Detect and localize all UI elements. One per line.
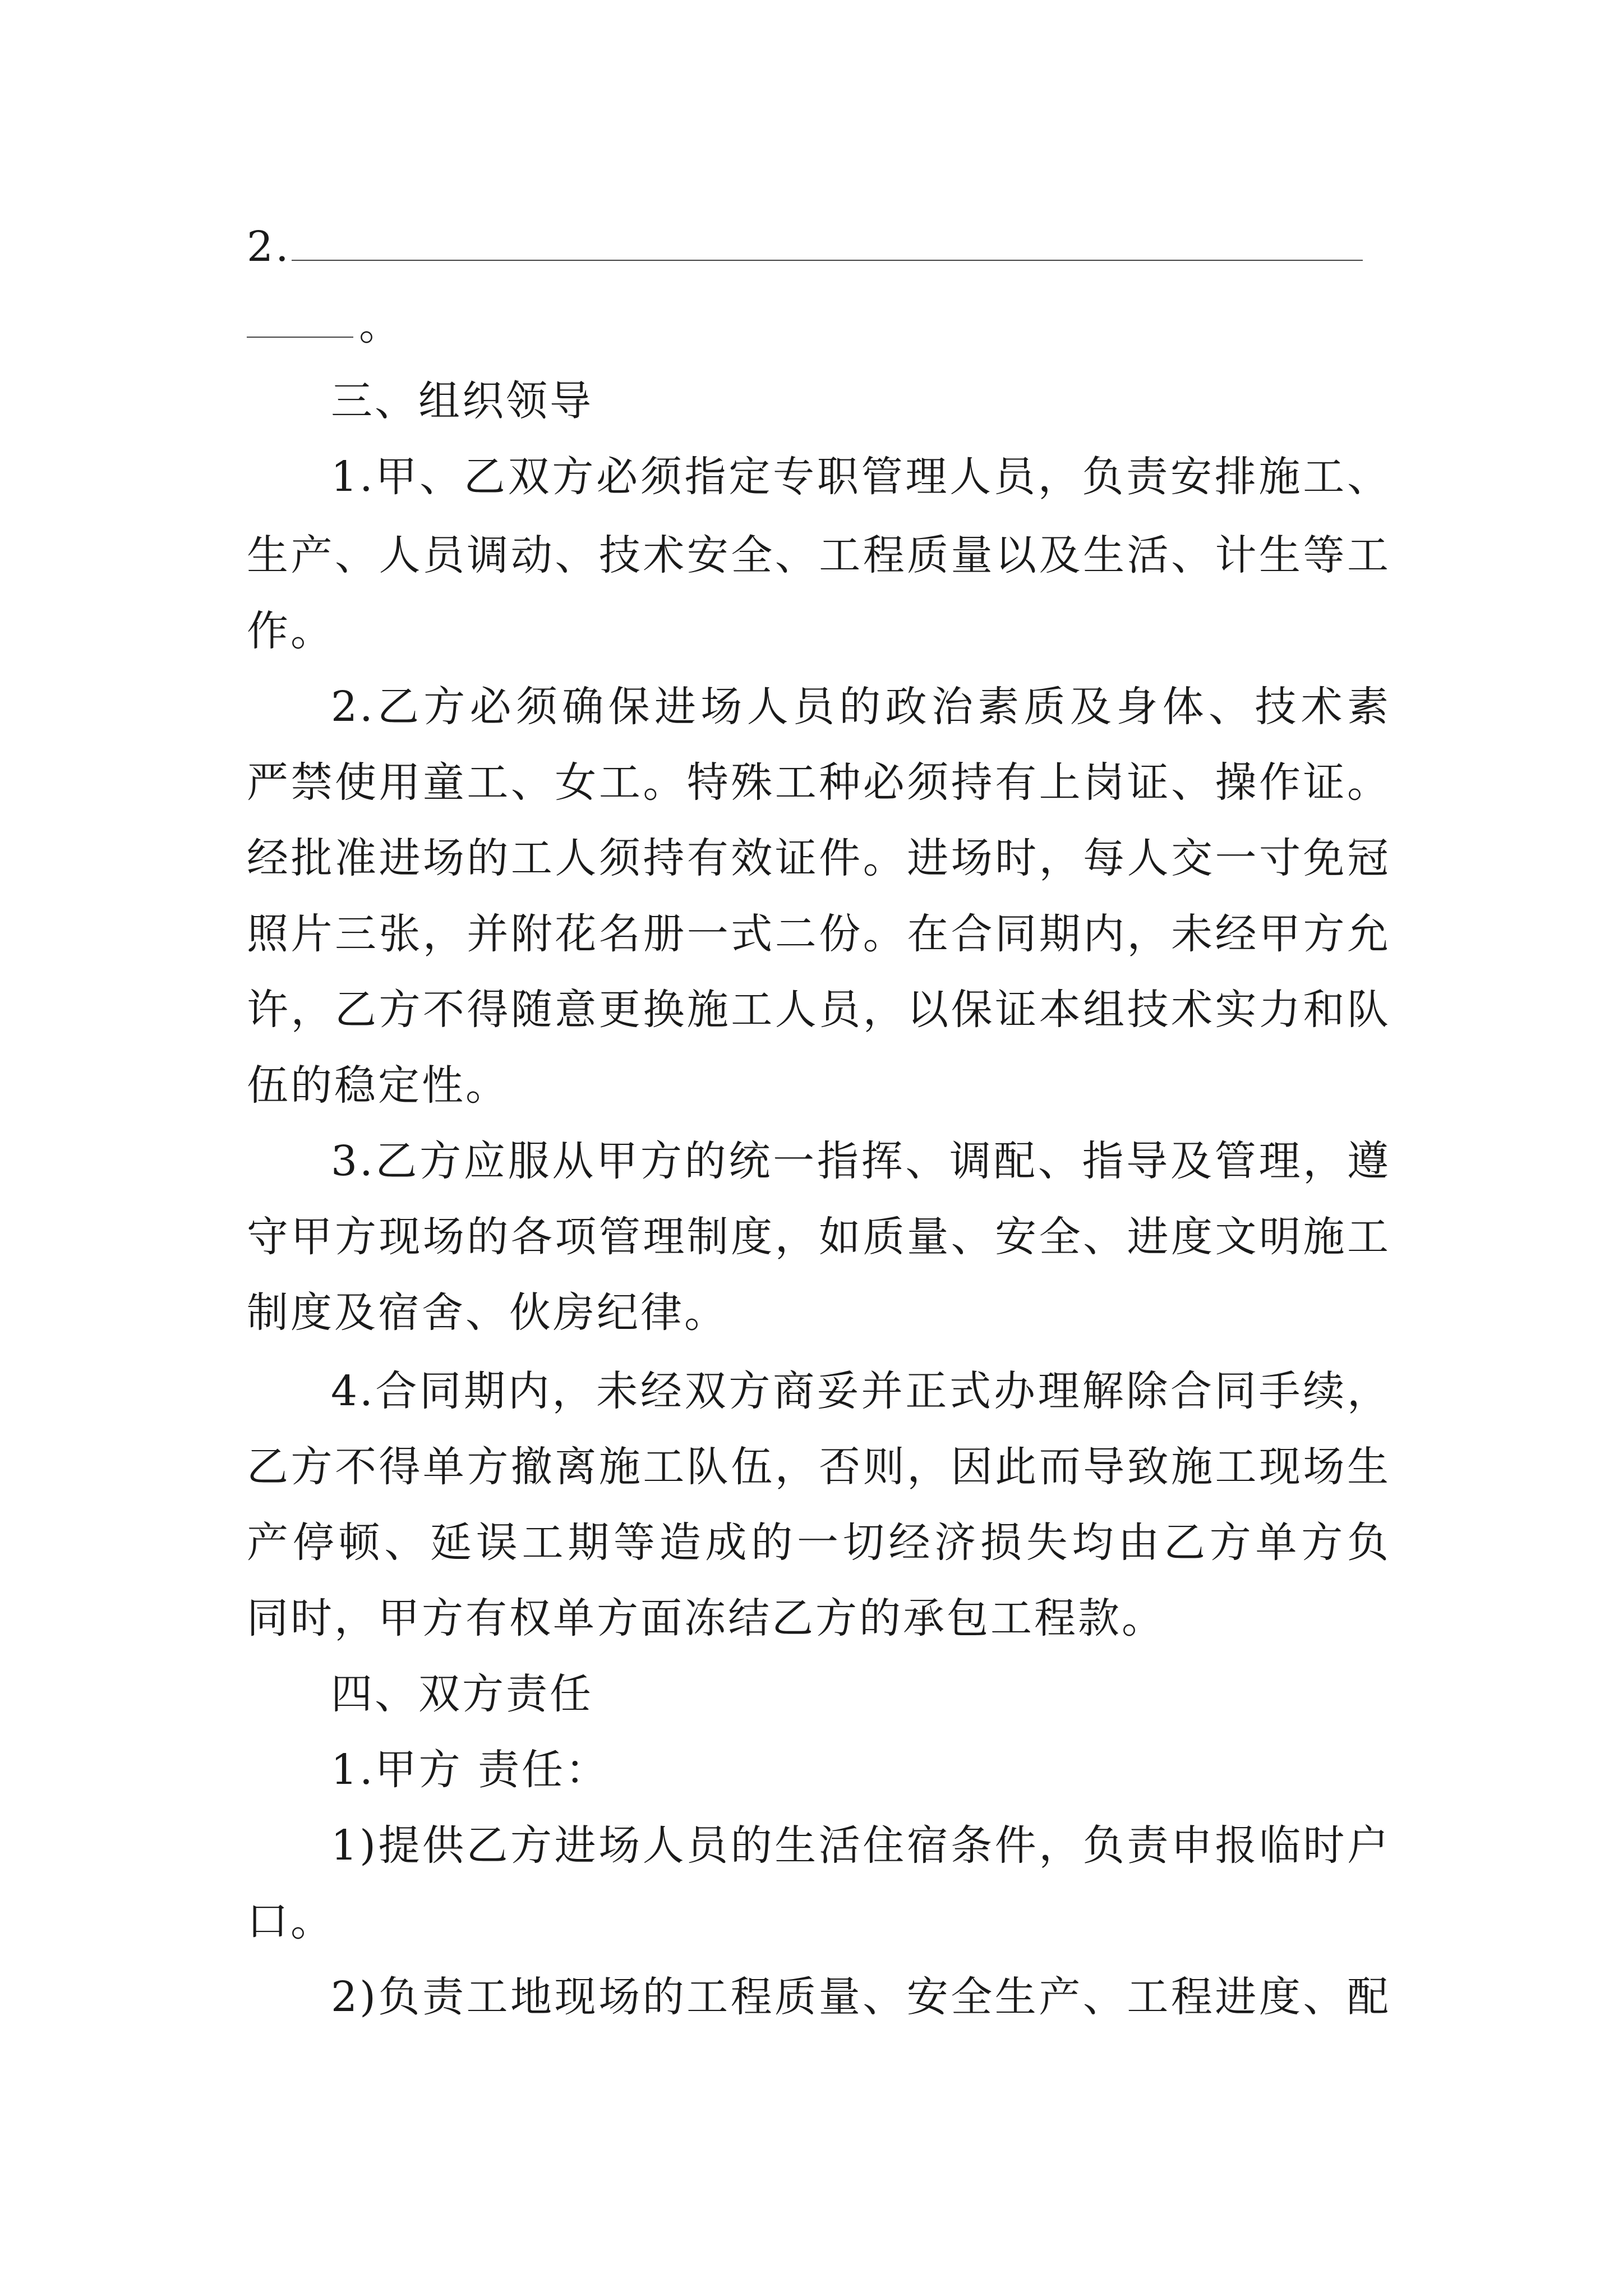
paragraph-line: 生产、人员调动、技术安全、工程质量以及生活、计生等工: [247, 531, 1391, 579]
paragraph-line: 产停顿、延误工期等造成的一切经济损失均由乙方单方负: [247, 1519, 1391, 1567]
paragraph-line: 照片三张，并附花名册一式二份。在合同期内，未经甲方允: [247, 910, 1391, 958]
section-3-heading: 三、组织领导: [331, 377, 593, 425]
fill-in-blank-line: [292, 260, 1363, 261]
paragraph-line: 3.乙方应服从甲方的统一指挥、调配、指导及管理，遵: [331, 1137, 1391, 1185]
paragraph-line: 同时，甲方有权单方面冻结乙方的承包工程款。: [247, 1594, 1165, 1642]
paragraph-line: 4.合同期内，未经双方商妥并正式办理解除合同手续，: [331, 1367, 1391, 1415]
paragraph-line: 2)负责工地现场的工程质量、安全生产、工程进度、配: [331, 1973, 1391, 2021]
paragraph-line: 1)提供乙方进场人员的生活住宿条件，负责申报临时户: [331, 1821, 1391, 1870]
paragraph-line: 伍的稳定性。: [247, 1061, 509, 1110]
fill-in-blank-line-continued: [247, 337, 353, 338]
item-2-end-mark: 。: [359, 301, 403, 349]
paragraph-line: 守甲方现场的各项管理制度，如质量、安全、进度文明施工: [247, 1213, 1391, 1261]
subsection-heading: 1.甲方 责任：: [331, 1746, 610, 1794]
paragraph-line: 制度及宿舍、伙房纪律。: [247, 1289, 728, 1337]
paragraph-line: 口。: [247, 1897, 334, 1945]
paragraph-line: 2.乙方必须确保进场人员的政治素质及身体、技术素: [331, 683, 1391, 731]
paragraph-line: 作。: [247, 607, 334, 655]
paragraph-line: 1.甲、乙双方必须指定专职管理人员，负责安排施工、: [331, 453, 1391, 501]
section-4-heading: 四、双方责任: [331, 1670, 593, 1718]
paragraph-line: 严禁使用童工、女工。特殊工种必须持有上岗证、操作证。: [247, 758, 1391, 807]
paragraph-line: 乙方不得单方撤离施工队伍，否则，因此而导致施工现场生: [247, 1443, 1391, 1491]
paragraph-line: 经批准进场的工人须持有效证件。进场时，每人交一寸免冠: [247, 834, 1391, 882]
item-2-prefix: 2.: [247, 223, 291, 271]
paragraph-line: 许，乙方不得随意更换施工人员，以保证本组技术实力和队: [247, 986, 1391, 1034]
